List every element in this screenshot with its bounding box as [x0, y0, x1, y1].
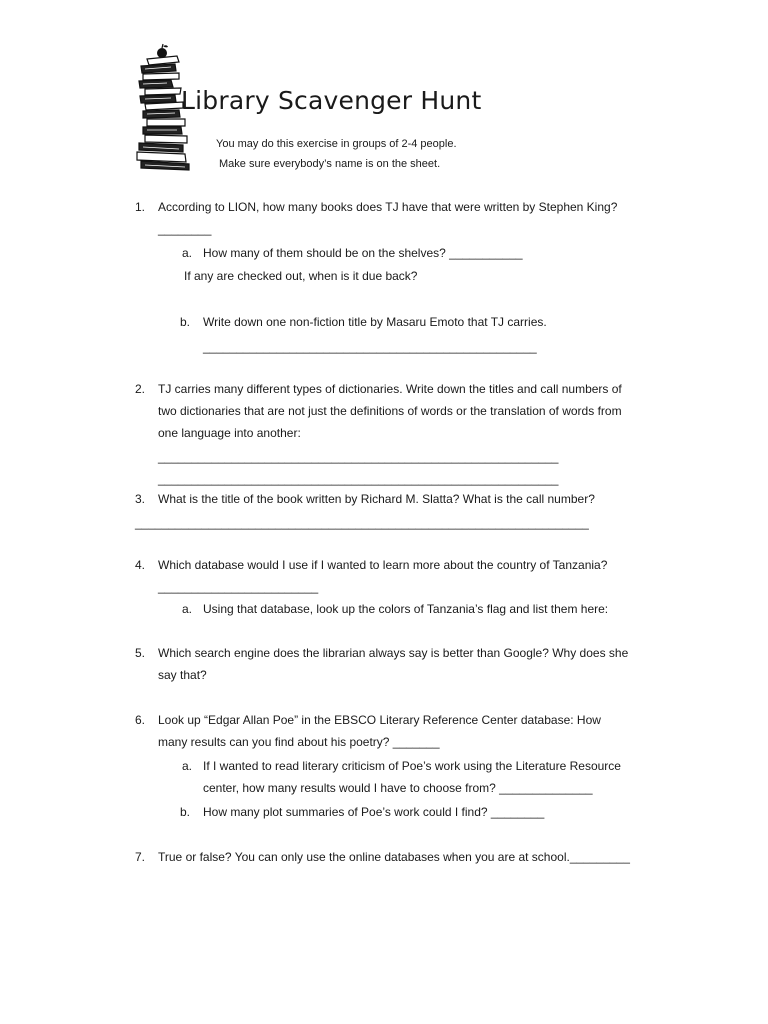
question-text: one language into another: — [158, 426, 301, 440]
subquestion-label: a. — [182, 602, 193, 616]
page-title: Library Scavenger Hunt — [181, 86, 482, 115]
question-text[interactable]: True or false? You can only use the online databases when you are at school._________ — [158, 850, 630, 864]
subquestion-text[interactable]: How many of them should be on the shelves? ___________ — [203, 246, 523, 260]
intro-line: Make sure everybody’s name is on the sheet. — [219, 158, 441, 170]
question-text: Look up “Edgar Allan Poe” in the EBSCO Literary Reference Center database: How — [158, 713, 601, 727]
subquestion-text[interactable]: How many plot summaries of Poe’s work could I find? ________ — [203, 805, 545, 819]
question-number: 2. — [135, 382, 146, 396]
subquestion-text: Write down one non-fiction title by Masaru Emoto that TJ carries. — [203, 315, 547, 329]
answer-blank[interactable]: ________ — [158, 222, 212, 236]
question-text: TJ carries many different types of dictionaries. Write down the titles and call numbers of — [158, 382, 622, 396]
question-number: 5. — [135, 646, 146, 660]
question-number: 4. — [135, 558, 146, 572]
question-number: 6. — [135, 713, 146, 727]
subquestion-label: a. — [182, 246, 193, 260]
question-text[interactable]: many results can you find about his poetry? _______ — [158, 735, 440, 749]
subquestion-text[interactable]: center, how many results would I have to choose from? ______________ — [203, 781, 593, 795]
intro-line: You may do this exercise in groups of 2-4 people. — [216, 138, 457, 150]
subquestion-label: a. — [182, 759, 193, 773]
question-number: 1. — [135, 200, 146, 214]
subquestion-label: b. — [180, 315, 191, 329]
subquestion-text: Using that database, look up the colors of Tanzania’s flag and list them here: — [203, 602, 609, 616]
answer-blank[interactable]: ____________________________________________________________________ — [135, 516, 589, 530]
question-text: What is the title of the book written by Richard M. Slatta? What is the call number? — [158, 492, 595, 506]
question-text: say that? — [158, 668, 207, 682]
answer-blank[interactable]: __________________________________________________ — [203, 340, 537, 354]
intro-instructions — [216, 134, 457, 174]
question-text: two dictionaries that are not just the definitions of words or the translation of words from — [158, 404, 622, 418]
question-text: According to LION, how many books does TJ have that were written by Stephen King? — [158, 200, 618, 214]
answer-blank[interactable]: ____________________________________________________________ — [158, 472, 559, 486]
answer-blank[interactable]: ____________________________________________________________ — [158, 450, 559, 464]
subquestion-label: b. — [180, 805, 191, 819]
subquestion-followup: If any are checked out, when is it due back? — [184, 269, 418, 283]
question-text: Which database would I use if I wanted to learn more about the country of Tanzania? — [158, 558, 608, 572]
subquestion-text: If I wanted to read literary criticism of Poe’s work using the Literature Resource — [203, 759, 621, 773]
question-number: 3. — [135, 492, 146, 506]
answer-blank[interactable]: ________________________ — [158, 580, 319, 594]
question-text: Which search engine does the librarian always say is better than Google? Why does she — [158, 646, 629, 660]
question-number: 7. — [135, 850, 146, 864]
